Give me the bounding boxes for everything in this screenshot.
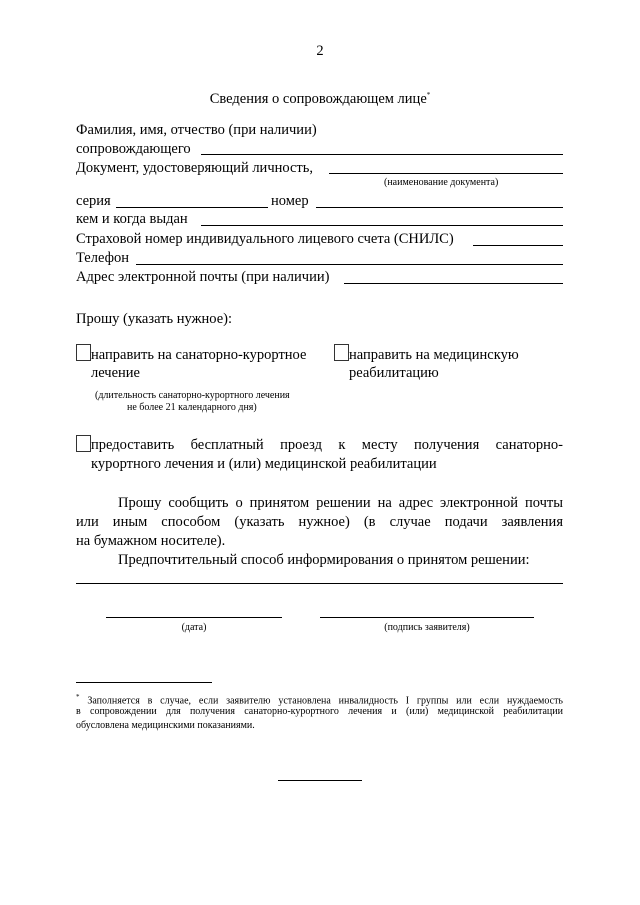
- sanatorium-duration-note: (длительность санаторно-курортного лечения: [95, 390, 290, 401]
- sanatorium-duration-note-cont: не более 21 календарного дня): [127, 402, 257, 413]
- snils-label: Страховой номер индивидуального лицевого счета (СНИЛС): [76, 231, 454, 247]
- rehab-option-label: направить на медицинскую: [349, 347, 519, 363]
- preferred-method-label: Предпочтительный способ информирования о принятом решении:: [118, 552, 530, 568]
- page-number: 2: [316, 43, 324, 59]
- fio-field[interactable]: [201, 154, 563, 155]
- travel-option-label-cont: курортного лечения и (или) медицинской реабилитации: [91, 456, 437, 472]
- section-title: [0, 86, 640, 108]
- travel-checkbox[interactable]: [76, 435, 91, 452]
- sanatorium-option-label: направить на санаторно-курортное: [91, 347, 307, 363]
- notify-text-line3: на бумажном носителе).: [76, 533, 226, 549]
- request-label: Прошу (указать нужное):: [76, 311, 233, 327]
- issued-label: кем и когда выдан: [76, 211, 188, 227]
- footnote-separator: [76, 682, 212, 683]
- rehab-checkbox[interactable]: [334, 344, 349, 361]
- number-label: номер: [271, 193, 309, 209]
- signature-label: (подпись заявителя): [384, 622, 470, 633]
- fio-label-cont: сопровождающего: [76, 141, 191, 157]
- issued-field[interactable]: [201, 225, 563, 226]
- footnote-mark: *: [76, 693, 80, 701]
- sanatorium-option-label-cont: лечение: [91, 365, 140, 381]
- phone-field[interactable]: [136, 264, 563, 265]
- document-label: Документ, удостоверяющий личность,: [76, 160, 313, 176]
- notify-text-line2: или иным способом (указать нужное) (в случае подачи заявления: [76, 514, 563, 530]
- signature-field[interactable]: [320, 617, 534, 618]
- sanatorium-checkbox[interactable]: [76, 344, 91, 361]
- number-field[interactable]: [316, 207, 563, 208]
- email-field[interactable]: [344, 283, 563, 284]
- title-footnote-mark: *: [426, 91, 431, 99]
- document-field[interactable]: [329, 173, 563, 174]
- series-label: серия: [76, 193, 111, 209]
- fio-label: Фамилия, имя, отчество (при наличии): [76, 122, 317, 138]
- date-field[interactable]: [106, 617, 282, 618]
- footnote-line2: в сопровождении для получения санаторно-курортного лечения и (или) медицинской реабилитации: [76, 706, 563, 717]
- series-field[interactable]: [116, 207, 268, 208]
- document-hint: (наименование документа): [384, 177, 499, 188]
- phone-label: Телефон: [76, 250, 129, 266]
- footnote-line3: обусловлена медицинскими показаниями.: [76, 720, 255, 731]
- notify-text-line1: Прошу сообщить о принятом решении на адрес электронной почты: [118, 495, 563, 511]
- section-title-text: Сведения о сопровождающем лице: [209, 90, 427, 107]
- travel-option-label: предоставить бесплатный проезд к месту получения санаторно-: [91, 437, 563, 453]
- footnote-line1: [76, 691, 563, 707]
- snils-field[interactable]: [473, 245, 563, 246]
- email-label: Адрес электронной почты (при наличии): [76, 269, 330, 285]
- preferred-method-field[interactable]: [76, 583, 563, 584]
- rehab-option-label-cont: реабилитацию: [349, 365, 439, 381]
- date-label: (дата): [181, 622, 207, 633]
- end-of-page-rule: [278, 780, 362, 781]
- footnote-line1-text: Заполняется в случае, если заявителю установлена инвалидность I группы или если нуждаемость: [87, 695, 563, 707]
